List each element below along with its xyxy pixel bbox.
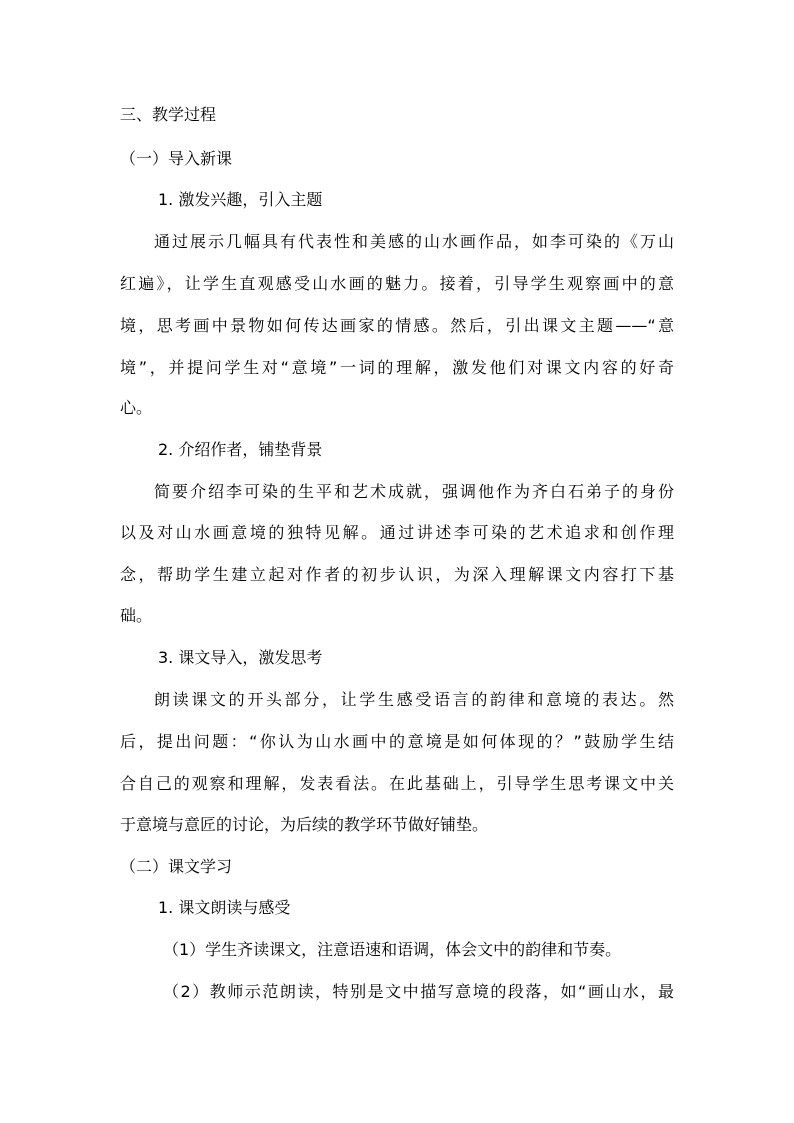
paragraph-line: 朗读课文的开头部分，让学生感受语言的韵律和意境的表达。然 [154,690,674,709]
paragraph-line: 红遍》，让学生直观感受山水画的魅力。接着，引导学生观察画中的意 [120,274,674,293]
paragraph-line: 础。 [120,606,153,625]
paragraph-line: 念，帮助学生建立起对作者的初步认识，为深入理解课文内容打下基 [120,565,674,584]
paragraph-line: 后，提出问题：“你认为山水画中的意境是如何体现的？”鼓励学生结 [120,732,674,751]
part1-item3-title: 3. 课文导入，激发思考 [158,648,323,667]
paragraph-line: 合自己的观察和理解，发表看法。在此基础上，引导学生思考课文中关 [120,774,674,793]
paragraph-line: 以及对山水画意境的独特见解。通过讲述李可染的艺术追求和创作理 [120,523,674,542]
part1-item2-title: 2. 介绍作者，铺垫背景 [158,440,323,459]
section-title: 三、教学过程 [120,105,217,124]
paragraph-line: 境”，并提问学生对“意境”一词的理解，激发他们对课文内容的好奇 [120,358,674,377]
part1-item1-title: 1. 激发兴趣，引入主题 [158,190,323,209]
sub-item-line: （2）教师示范朗读，特别是文中描写意境的段落，如“画山水，最 [163,982,674,1001]
paragraph-line: 心。 [120,398,153,417]
paragraph-line: 通过展示几幅具有代表性和美感的山水画作品，如李可染的《万山 [154,232,674,251]
part2-heading: （二）课文学习 [120,857,233,876]
sub-item-line: （1）学生齐读课文，注意语速和语调，体会文中的韵律和节奏。 [163,940,622,959]
part2-item1-title: 1. 课文朗读与感受 [158,898,291,917]
paragraph-line: 简要介绍李可染的生平和艺术成就，强调他作为齐白石弟子的身份 [154,482,674,501]
paragraph-line: 境，思考画中景物如何传达画家的情感。然后，引出课文主题——“意 [120,316,674,335]
paragraph-line: 于意境与意匠的讨论，为后续的教学环节做好铺垫。 [120,815,489,834]
part1-heading: （一）导入新课 [120,149,233,168]
